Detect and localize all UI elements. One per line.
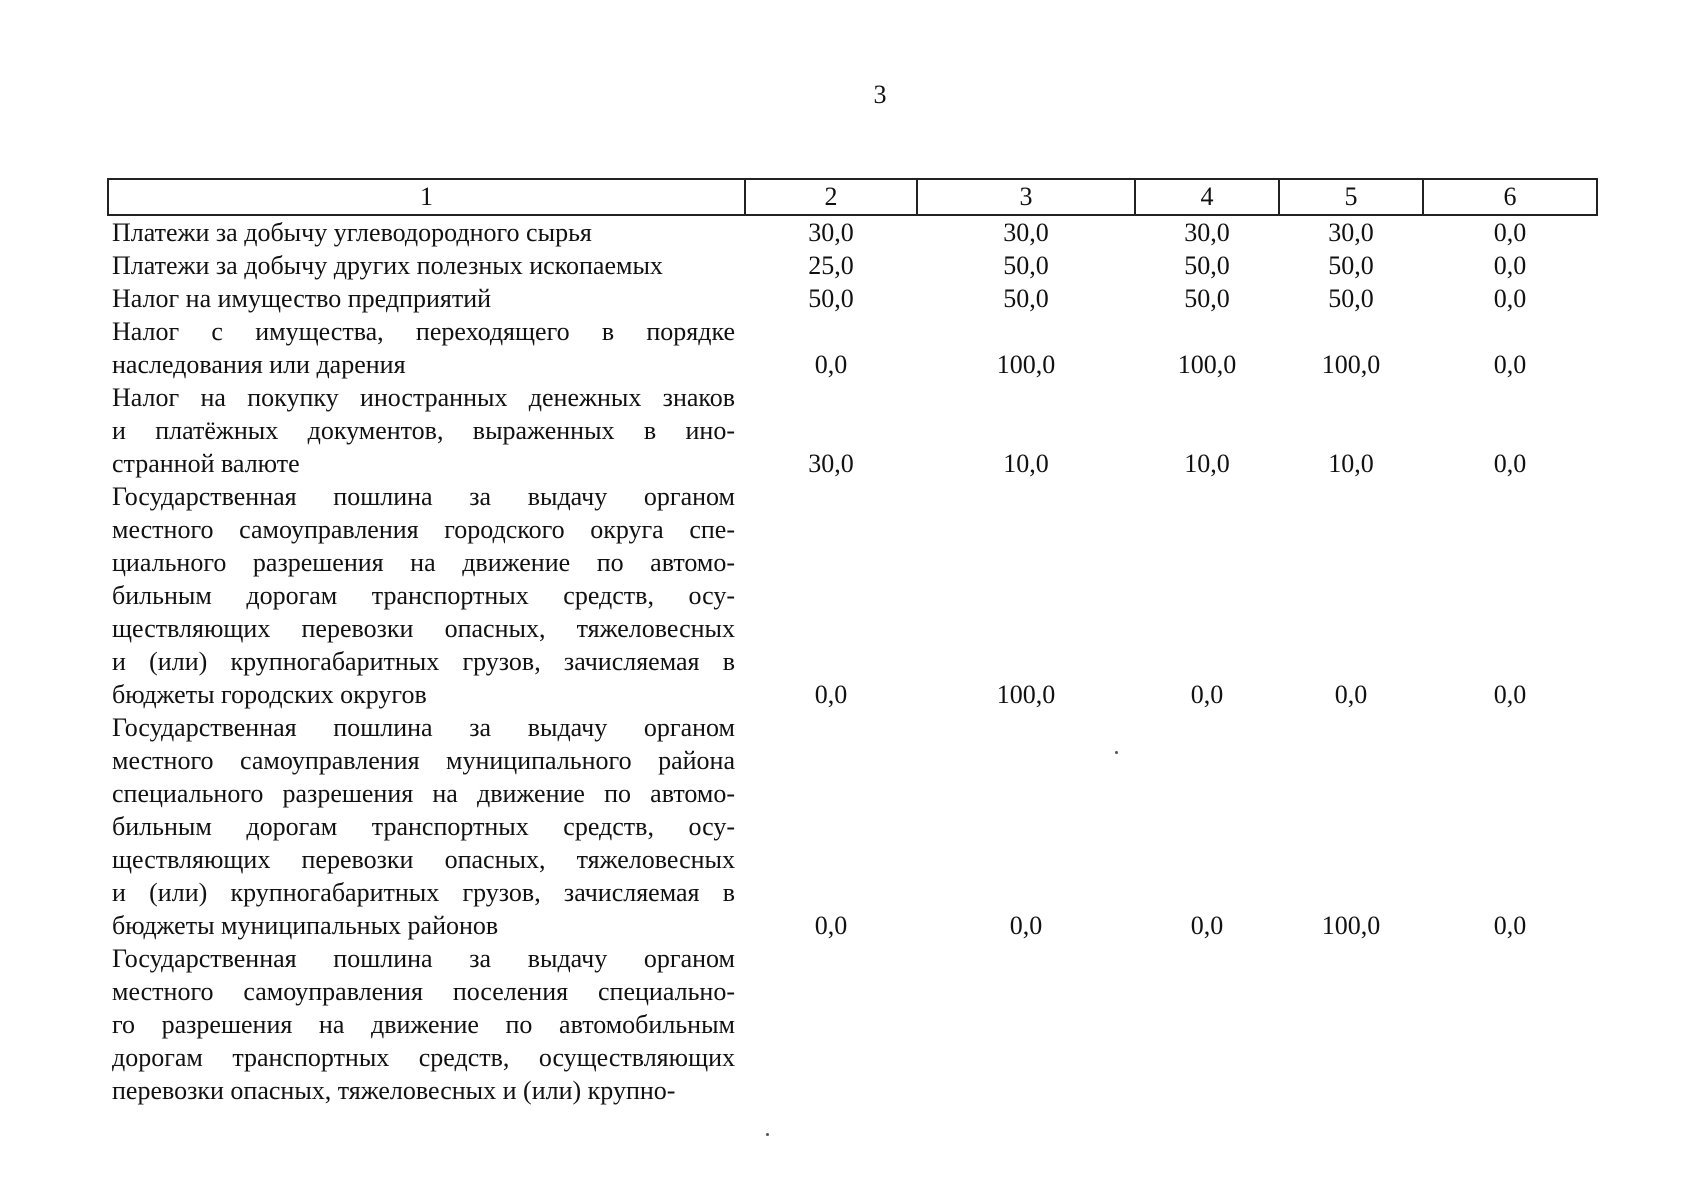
value-cell-col-5: 10,0: [1328, 449, 1374, 478]
value-cell-col-6: 0,0: [1493, 251, 1527, 280]
tax-name-cell: [108, 215, 745, 249]
column-header-4: 4: [1135, 179, 1279, 215]
table-row: [108, 249, 1597, 282]
tax-name-line: местного самоуправления городского округа спе-: [112, 515, 735, 544]
tax-name-line: и (или) крупногабаритных грузов, зачисляемая в: [112, 647, 735, 676]
value-cell-col-4: 0,0: [1190, 911, 1224, 940]
tax-name-cell: [108, 315, 745, 381]
value-cell-col-4: 50,0: [1184, 251, 1230, 280]
value-cell-col-3: [917, 942, 1135, 1107]
tax-name-line: и платёжных документов, выраженных в ино-: [112, 416, 735, 445]
column-header-5: 5: [1279, 179, 1423, 215]
page-number: 3: [873, 80, 887, 109]
tax-name-line: го разрешения на движение по автомобильным: [112, 1010, 735, 1039]
table-row: [108, 711, 1597, 942]
tax-name-cell: [108, 282, 745, 315]
value-cell-col-4: [1135, 942, 1279, 1107]
tax-name-line: циального разрешения на движение по автомо-: [112, 548, 735, 577]
value-cell-col-5: 0,0: [1334, 680, 1368, 709]
header-row: [108, 179, 1597, 215]
value-cell-col-2: 25,0: [808, 251, 854, 280]
tax-name-cell: [108, 381, 745, 480]
value-cell-col-6: 0,0: [1493, 680, 1527, 709]
value-cell-col-2: 0,0: [814, 350, 848, 379]
scan-speck: [1115, 751, 1118, 754]
table-row: [108, 942, 1597, 1107]
value-cell-col-6: 0,0: [1493, 284, 1527, 313]
tax-name-line: странной валюте: [112, 449, 300, 478]
value-cell-col-4: 50,0: [1184, 284, 1230, 313]
value-cell-col-4: 100,0: [1177, 350, 1237, 379]
table-body: [108, 215, 1597, 1107]
column-header-1: 1: [108, 179, 745, 215]
value-cell-col-6: 0,0: [1493, 911, 1527, 940]
tax-name-line: бильным дорогам транспортных средств, осу-: [112, 581, 735, 610]
value-cell-col-5: 100,0: [1321, 350, 1381, 379]
value-cell-col-2: 30,0: [808, 218, 854, 247]
value-cell-col-3: 100,0: [996, 680, 1056, 709]
tax-name-line: ществляющих перевозки опасных, тяжеловесных: [112, 845, 735, 874]
value-cell-col-4: 30,0: [1184, 218, 1230, 247]
tax-name-cell: [108, 249, 745, 282]
table-row: [108, 480, 1597, 711]
table-row: [108, 315, 1597, 381]
value-cell-col-6: [1423, 942, 1597, 1107]
tax-name-line: местного самоуправления поселения специально-: [112, 977, 735, 1006]
value-cell-col-5: 50,0: [1328, 284, 1374, 313]
tax-distribution-table: [107, 178, 1598, 1107]
value-cell-col-5: 50,0: [1328, 251, 1374, 280]
tax-name-line: дорогам транспортных средств, осуществляющих: [112, 1043, 735, 1072]
tax-name-cell: [108, 480, 745, 711]
value-cell-col-2: 0,0: [814, 911, 848, 940]
tax-name-line: Налог с имущества, переходящего в порядке: [112, 317, 735, 346]
tax-name-line: бильным дорогам транспортных средств, осу-: [112, 812, 735, 841]
tax-name-line: специального разрешения на движение по автомо-: [112, 779, 735, 808]
value-cell-col-2: [745, 942, 917, 1107]
tax-name-line: наследования или дарения: [112, 350, 406, 379]
value-cell-col-3: 30,0: [1003, 218, 1049, 247]
scan-speck: [766, 1133, 769, 1136]
value-cell-col-2: 30,0: [808, 449, 854, 478]
tax-name-line: ществляющих перевозки опасных, тяжеловесных: [112, 614, 735, 643]
tax-name-line: Налог на покупку иностранных денежных знаков: [112, 383, 735, 412]
tax-name-line: Платежи за добычу других полезных ископаемых: [112, 251, 663, 280]
tax-name-line: бюджеты муниципальных районов: [112, 911, 499, 940]
value-cell-col-5: 30,0: [1328, 218, 1374, 247]
table-row: [108, 215, 1597, 249]
tax-name-line: местного самоуправления муниципального района: [112, 746, 735, 775]
value-cell-col-6: 0,0: [1493, 218, 1527, 247]
value-cell-col-6: 0,0: [1493, 350, 1527, 379]
value-cell-col-4: 0,0: [1190, 680, 1224, 709]
tax-name-line: Налог на имущество предприятий: [112, 284, 492, 313]
value-cell-col-2: 0,0: [814, 680, 848, 709]
tax-name-line: и (или) крупногабаритных грузов, зачисляемая в: [112, 878, 735, 907]
value-cell-col-3: 50,0: [1003, 284, 1049, 313]
value-cell-col-3: 100,0: [996, 350, 1056, 379]
value-cell-col-5: [1279, 942, 1423, 1107]
value-cell-col-3: 0,0: [1009, 911, 1043, 940]
value-cell-col-3: 10,0: [1003, 449, 1049, 478]
tax-name-cell: [108, 711, 745, 942]
table-row: [108, 381, 1597, 480]
tax-name-line: перевозки опасных, тяжеловесных и (или) крупно-: [112, 1076, 676, 1105]
table-header: [108, 179, 1597, 215]
column-header-6: 6: [1423, 179, 1597, 215]
value-cell-col-5: 100,0: [1321, 911, 1381, 940]
tax-name-line: Государственная пошлина за выдачу органом: [112, 482, 735, 511]
value-cell-col-3: 50,0: [1003, 251, 1049, 280]
column-header-3: 3: [917, 179, 1135, 215]
value-cell-col-2: 50,0: [808, 284, 854, 313]
tax-name-line: Государственная пошлина за выдачу органом: [112, 944, 735, 973]
tax-name-cell: [108, 942, 745, 1107]
tax-name-line: Государственная пошлина за выдачу органом: [112, 713, 735, 742]
tax-name-line: Платежи за добычу углеводородного сырья: [112, 218, 592, 247]
value-cell-col-4: 10,0: [1184, 449, 1230, 478]
table-row: [108, 282, 1597, 315]
column-header-2: 2: [745, 179, 917, 215]
value-cell-col-6: 0,0: [1493, 449, 1527, 478]
tax-name-line: бюджеты городских округов: [112, 680, 427, 709]
